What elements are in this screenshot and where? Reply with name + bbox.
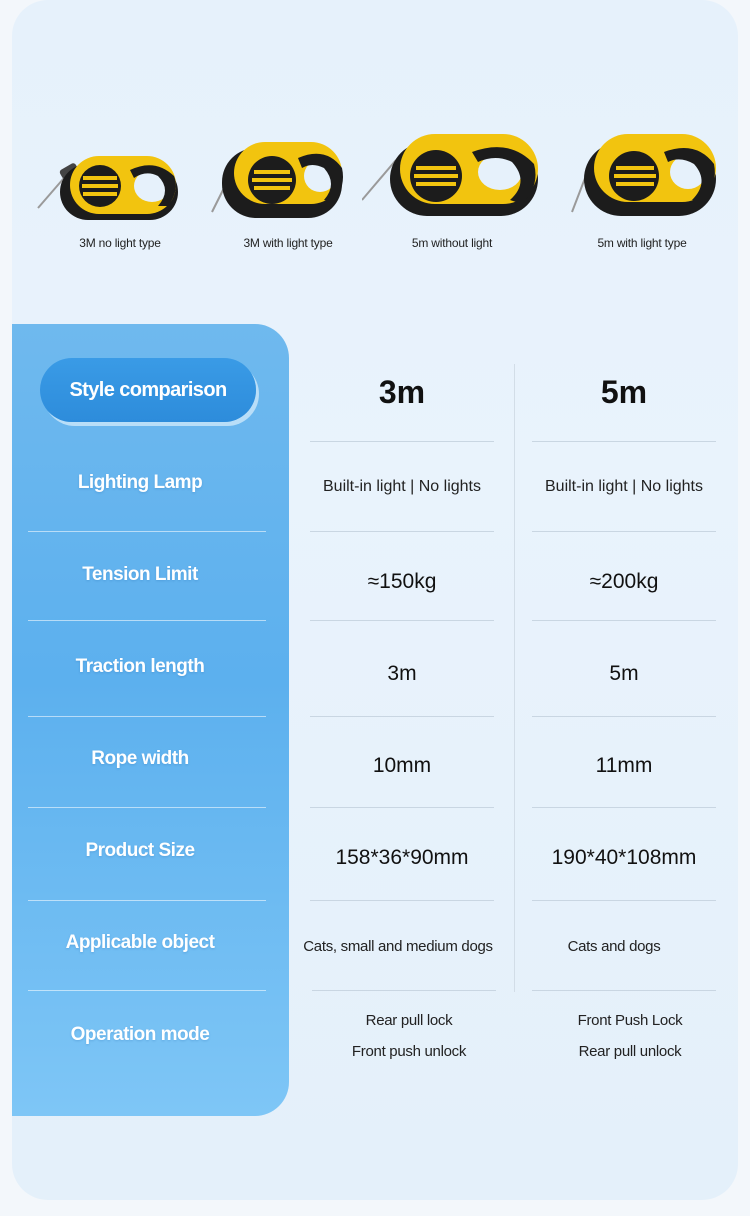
product-label: 5m with light type (597, 236, 687, 250)
cell-rope-3m: 10mm (372, 754, 432, 777)
cell-operation-3m-line1: Rear pull lock (365, 1012, 453, 1029)
comparison-card (12, 0, 738, 1200)
divider (310, 900, 494, 901)
row-label-rope-width: Rope width (91, 748, 189, 769)
divider (532, 990, 716, 991)
row-label-product-size: Product Size (85, 840, 195, 861)
leash-icon (198, 120, 378, 230)
column-divider (514, 364, 515, 992)
divider (532, 716, 716, 717)
divider (310, 620, 494, 621)
cell-tension-3m: ≈150kg (367, 570, 437, 593)
leash-icon (362, 120, 552, 230)
cell-operation-3m-line2: Front push unlock (351, 1043, 467, 1060)
cell-size-5m: 190*40*108mm (551, 846, 697, 869)
divider (532, 531, 716, 532)
row-label-applicable: Applicable object (65, 932, 215, 953)
divider (28, 620, 266, 621)
cell-tension-5m: ≈200kg (589, 570, 659, 593)
product-gallery (12, 0, 738, 280)
product-5m-without-light (362, 120, 552, 270)
product-label: 3M no light type (79, 236, 161, 250)
divider (532, 441, 716, 442)
divider (310, 441, 494, 442)
cell-applicable-3m: Cats, small and medium dogs (303, 938, 493, 955)
divider (310, 716, 494, 717)
divider (532, 620, 716, 621)
product-label: 5m without light (411, 236, 493, 250)
column-header-5m: 5m (600, 374, 648, 410)
cell-applicable-5m: Cats and dogs (567, 938, 661, 955)
cell-traction-5m: 5m (609, 662, 639, 685)
cell-operation-5m-line2: Rear pull unlock (578, 1043, 682, 1060)
leash-icon (552, 120, 732, 230)
cell-rope-5m: 11mm (595, 754, 653, 777)
row-label-tension: Tension Limit (82, 564, 198, 585)
divider (532, 807, 716, 808)
row-label-lighting: Lighting Lamp (77, 472, 203, 493)
cell-operation-5m-line1: Front Push Lock (577, 1012, 683, 1029)
divider (310, 807, 494, 808)
divider (532, 900, 716, 901)
divider (28, 900, 266, 901)
divider (28, 807, 266, 808)
row-label-traction: Traction length (75, 656, 205, 677)
divider (310, 531, 494, 532)
cell-size-3m: 158*36*90mm (335, 846, 469, 869)
row-labels-panel (12, 324, 289, 1116)
divider (28, 990, 266, 991)
divider (28, 716, 266, 717)
product-label: 3M with light type (243, 236, 333, 250)
leash-icon (30, 120, 210, 230)
divider (28, 531, 266, 532)
product-3m-with-light (198, 120, 378, 270)
cell-traction-3m: 3m (387, 662, 417, 685)
divider (312, 990, 496, 991)
column-header-3m: 3m (378, 374, 426, 410)
product-3m-no-light (30, 120, 210, 270)
product-5m-with-light (552, 120, 732, 270)
style-comparison-pill: Style comparison (40, 358, 256, 422)
cell-lighting-3m: Built-in light | No lights (323, 478, 481, 495)
row-label-operation: Operation mode (70, 1024, 210, 1045)
cell-lighting-5m: Built-in light | No lights (545, 478, 703, 495)
